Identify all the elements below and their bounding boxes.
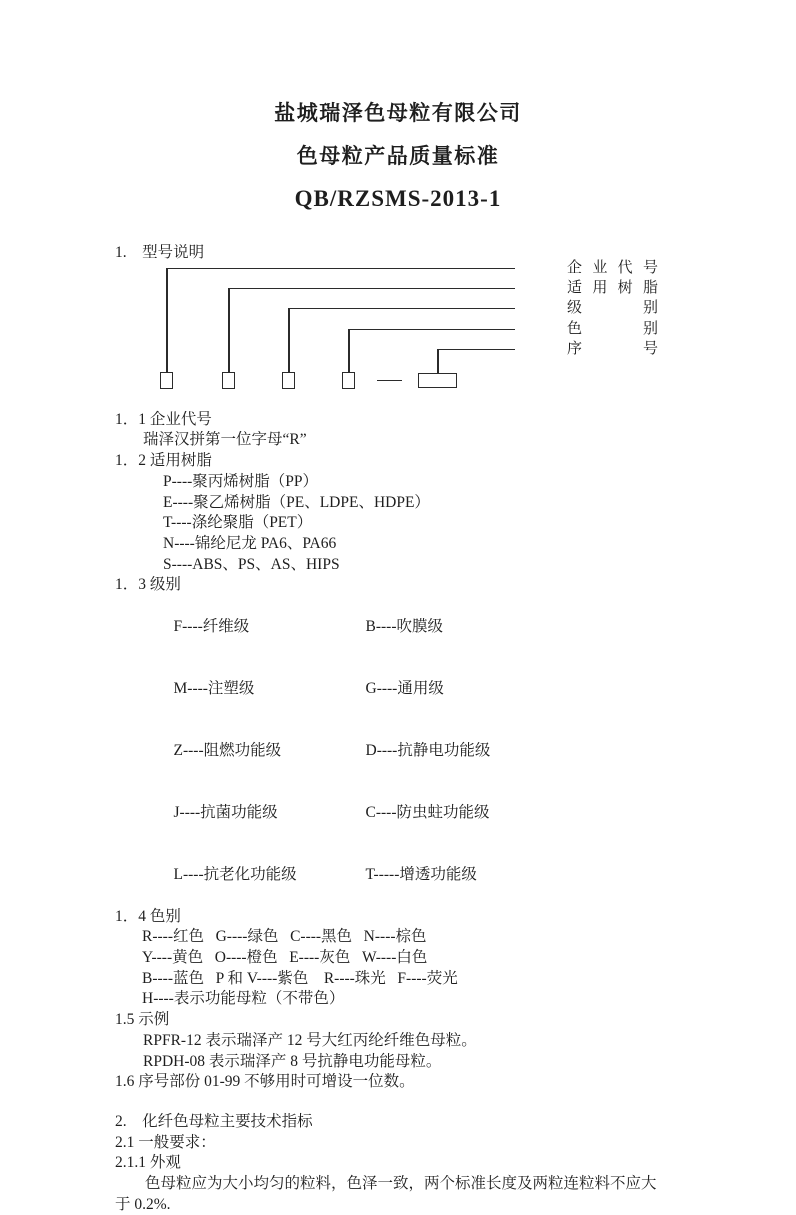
diagram-code-box-2 [222,372,235,389]
example-item: RPDH-08 表示瑞泽产 8 号抗静电功能母粒。 [143,1052,442,1070]
grade-row [0,596,796,658]
diagram-label-grade: 级 别 [567,299,658,316]
section-1-6-heading: 1.6 序号部份 01-99 不够用时可增设一位数。 [115,1073,415,1091]
grade-row [0,720,796,782]
company-name: 盐城瑞泽色母粒有限公司 [274,101,522,125]
diagram-label-serial: 序 号 [567,340,658,357]
resin-item: E----聚乙烯树脂（PE、LDPE、HDPE） [163,493,430,511]
color-code-row: B----蓝色 P 和 V----紫色 R----珠光 F----荧光 [142,969,458,987]
grade-item: L----抗老化功能级 [173,866,297,884]
grade-item: M----注塑级 [173,679,255,697]
resin-item: N----锦纶尼龙 PA6、PA66 [163,534,337,552]
diagram-drop-line-2 [228,288,230,372]
diagram-drop-line-4 [348,329,350,372]
resin-item: P----聚丙烯树脂（PP） [163,472,319,490]
diagram-code-box-1 [160,372,173,389]
section-1-4-heading: 1．4 色别 [115,907,181,925]
section-1-heading: 1. 型号说明 [115,244,205,261]
section-1-5-heading: 1.5 示例 [115,1011,170,1029]
grade-item: D----抗静电功能级 [365,741,491,759]
section-1-1-body: 瑞泽汉拼第一位字母“R” [143,431,307,449]
section-2-1-1-heading: 2.1.1 外观 [115,1154,181,1172]
grade-row [0,782,796,844]
diagram-connector-line-3 [288,308,515,310]
model-number-diagram [0,259,796,410]
diagram-connector-line-4 [348,329,515,331]
diagram-label-enterprise-code: 企 业 代 号 [567,259,658,276]
grade-item: Z----阻燃功能级 [173,741,282,759]
grade-item: T-----增透功能级 [365,866,477,884]
section-1-1-heading: 1．1 企业代号 [115,410,212,428]
section-1-2-heading: 1．2 适用树脂 [115,452,212,470]
resin-item: S----ABS、PS、AS、HIPS [163,555,340,573]
grade-item: C----防虫蛀功能级 [365,804,490,822]
grade-row [0,844,796,906]
diagram-hyphen [377,380,402,382]
grade-item: J----抗菌功能级 [173,804,278,822]
diagram-connector-line-5 [437,349,515,351]
grade-row [0,658,796,720]
resin-item: T----涤纶聚脂（PET） [163,514,313,532]
diagram-code-box-3 [282,372,295,389]
diagram-connector-line-2 [228,288,515,290]
diagram-drop-line-1 [166,268,168,372]
section-2-1-heading: 2.1 一般要求： [115,1133,216,1151]
grade-item: B----吹膜级 [365,617,443,635]
document-code: QB/RZSMS-2013-1 [294,186,502,211]
title-block [0,0,796,211]
section-1-3-heading: 1．3 级别 [115,576,181,594]
diagram-connector-line-1 [166,268,515,270]
section-2-heading: 2. 化纤色母粒主要技术指标 [115,1112,313,1130]
diagram-serial-box [418,373,457,388]
grade-item: G----通用级 [365,679,444,697]
color-code-row: R----红色 G----绿色 C----黑色 N----棕色 [142,928,427,946]
diagram-label-applicable-resin: 适 用 树 脂 [567,279,658,296]
grade-item: F----纤维级 [173,617,250,635]
color-code-row: H----表示功能母粒（不带色） [142,990,345,1008]
diagram-drop-line-5 [437,349,439,374]
appearance-body-line: 于 0.2%. [115,1195,171,1213]
appearance-body-line: 色母粒应为大小均匀的粒料，色泽一致，两个标准长度及两粒连粒料不应大 [145,1175,657,1193]
diagram-label-color: 色 别 [567,320,658,337]
document-title: 色母粒产品质量标准 [296,144,500,168]
color-code-row: Y----黄色 O----橙色 E----灰色 W----白色 [142,948,428,966]
diagram-drop-line-3 [288,308,290,372]
example-item: RPFR-12 表示瑞泽产 12 号大红丙纶纤维色母粒。 [143,1031,477,1049]
diagram-code-box-4 [342,372,355,389]
